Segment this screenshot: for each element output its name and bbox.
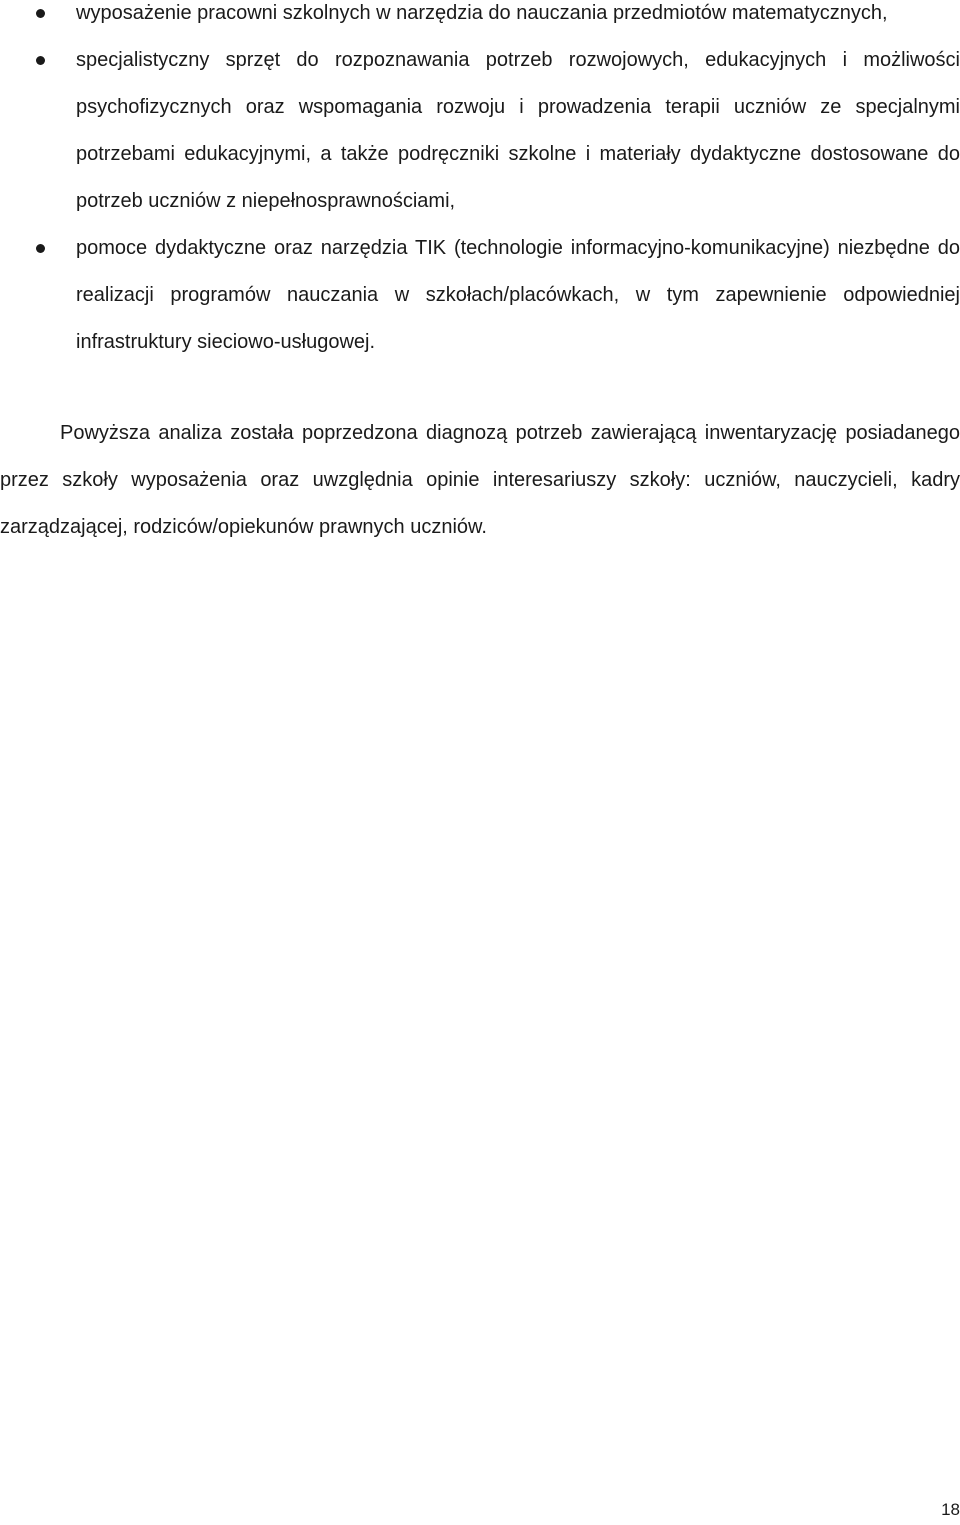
list-item-text: pomoce dydaktyczne oraz narzędzia TIK (technologie informacyjno-komunikacyjne) niezbędne do realizacji programów nauczania w szkołach/placówkach, w tym zapewnienie odpowiedniej infrastruktury sieciowo-usługowej. [76,237,960,353]
page-number: 18 [941,1500,960,1519]
list-item-text: wyposażenie pracowni szkolnych w narzędzia do nauczania przedmiotów matematycznych, [76,2,888,24]
list-item-text: specjalistyczny sprzęt do rozpoznawania potrzeb rozwojowych, edukacyjnych i możliwości psychofizycznych oraz wspomagania rozwoju i prowadzenia terapii uczniów ze specjalnymi potrzebami edukacyjnymi, a także podręczniki szkolne i materiały dydaktyczne dostosowane do potrzeb uczniów z niepełnosprawnościami, [76,49,960,212]
bullet-icon [36,56,45,65]
list-item [0,225,960,366]
list-item [0,37,960,225]
bullet-icon [36,244,45,253]
bullet-list [0,0,960,366]
body-paragraph: Powyższa analiza została poprzedzona diagnozą potrzeb zawierającą inwentaryzację posiadanego przez szkoły wyposażenia oraz uwzględnia opinie interesariuszy szkoły: uczniów, nauczycieli, kadry zarządzającej, rodziców/opiekunów prawnych uczniów. [0,422,960,538]
list-item [0,0,960,37]
bullet-icon [36,9,45,18]
